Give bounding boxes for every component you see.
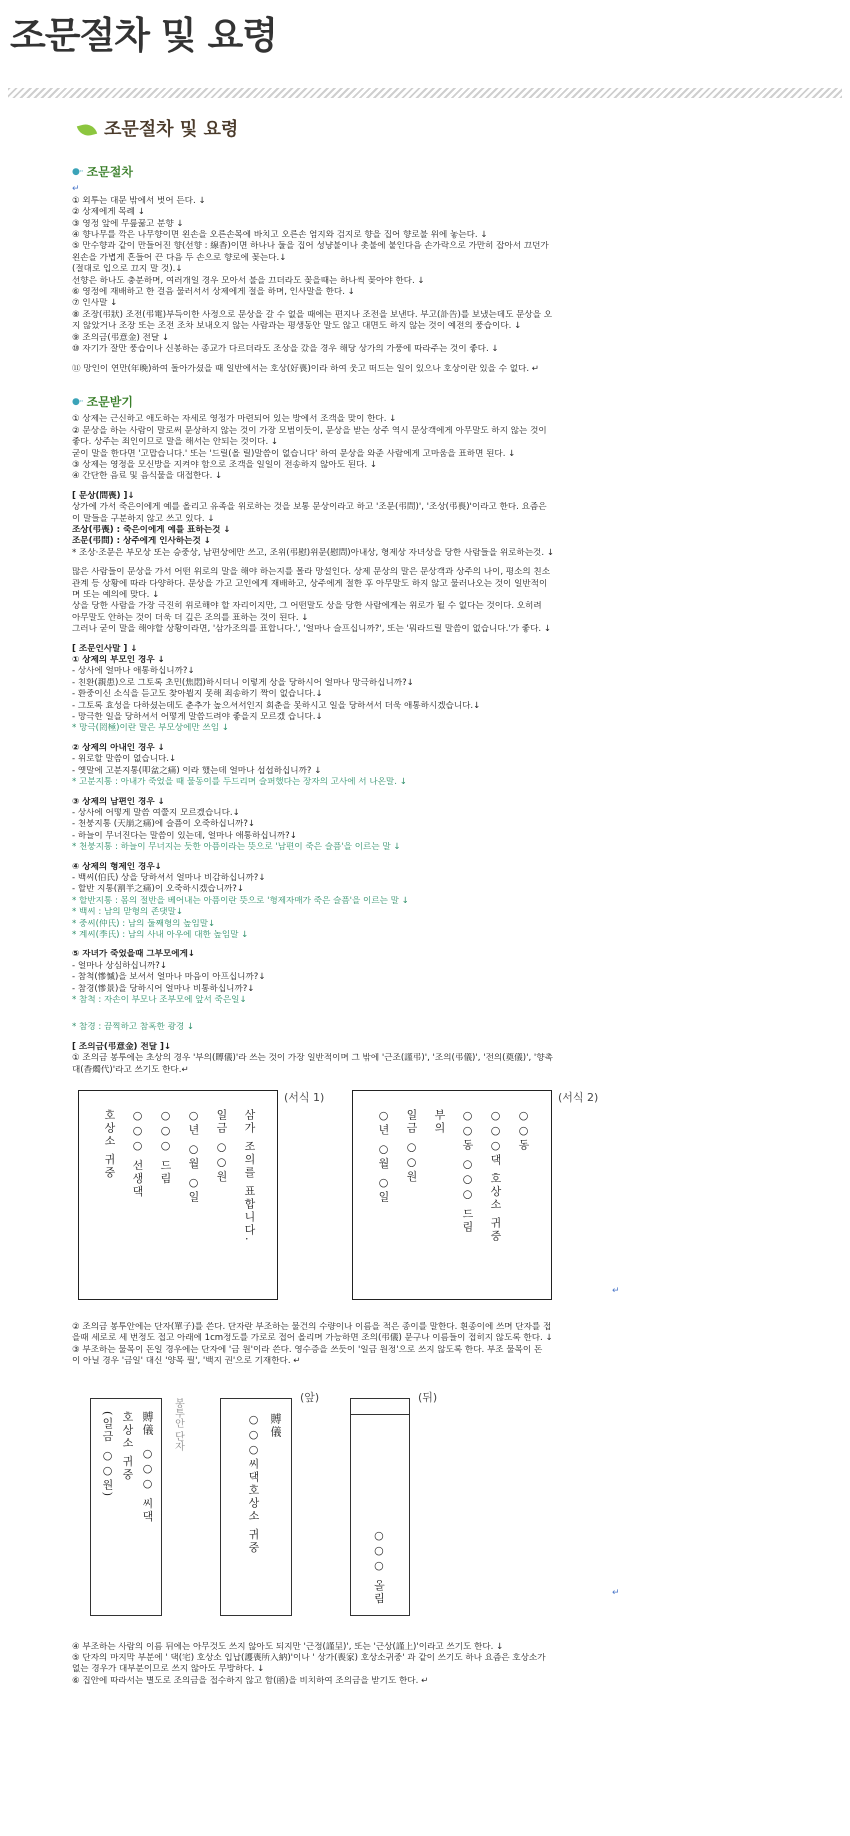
case-note: * 중씨(仲氏) : 남의 둘째형의 높임말↓ xyxy=(72,918,216,929)
list-item: - 참척(慘慽)을 보셔서 얼마나 마음이 아프십니까?↓ xyxy=(72,972,266,983)
definition-josang: 조상(弔喪) : 죽은이에게 예를 표하는것 ↓ xyxy=(72,524,231,535)
case-note: * 고분지통 : 아내가 죽었을 때 물동이를 두드리며 슬퍼했다는 장자의 고사에 서 나온말. ↓ xyxy=(72,777,407,788)
back-label: (뒤) xyxy=(418,1390,438,1404)
spacer xyxy=(72,789,672,797)
receiving-list xyxy=(72,414,672,1076)
case-note: * 할반지통 : 몸의 절반을 베어내는 아픔이란 뜻으로 '형제자매가 죽은 슬픔'을 이르는 말 ↓ xyxy=(72,895,409,906)
list-item: - 친환(親患)으로 그토록 초민(焦悶)하시더니 이렇게 상을 당하시어 얼마나 망극하십니까?↓ xyxy=(72,677,414,688)
list-item: ⑦ 인사말 ↓ xyxy=(72,298,118,309)
final-text xyxy=(72,1642,672,1688)
list-item: ③ 상제는 영정을 모신방을 지켜야 함으로 조객을 일일이 전송하지 않아도 된다. ↓ xyxy=(72,459,378,470)
front-column: 賻儀 xyxy=(269,1412,282,1439)
slip-column: 호상소 귀중 xyxy=(121,1410,134,1482)
spacer xyxy=(72,356,672,364)
form-2-column: ○년 ○월 ○일 xyxy=(377,1109,390,1205)
list-item: - 환중이신 소식을 듣고도 찾아뵙지 못해 죄송하기 짝이 없습니다.↓ xyxy=(72,689,323,700)
list-item: 며 또는 예의에 맞다. ↓ xyxy=(72,590,160,600)
form-2-column: ○○○댁 호상소 귀중 xyxy=(489,1109,502,1244)
form-1-column: ○○○ 드림 xyxy=(159,1109,172,1186)
spacer xyxy=(72,1006,672,1014)
list-item: - 옛말에 고분지통(叩盆之痛) 이라 했는데 얼마나 섭섭하십니까? ↓ xyxy=(72,765,322,776)
document-body xyxy=(72,115,672,1687)
list-item: - 얼마나 상심하십니까?↓ xyxy=(72,960,168,971)
form-1-column: ○○○ 선생댁 xyxy=(131,1109,144,1199)
list-item: - 망극한 일을 당하셔서 어떻게 말씀드려야 좋을지 모르겠 습니다.↓ xyxy=(72,712,323,723)
list-item: (절대로 입으로 끄지 말 것).↓ xyxy=(72,264,183,275)
after-forms-text xyxy=(72,1322,672,1368)
bullet-dots-icon: ●·· xyxy=(72,167,83,177)
list-item: - 상사에 얼마나 애통하십니까?↓ xyxy=(72,666,195,677)
list-item: 관계 등 상황에 따라 다양하다. 문상을 가고 고인에게 재배하고, 상주에게 절한 후 아무말도 하지 않고 물러나오는 것이 일반적이 xyxy=(72,578,548,589)
list-item: ④ 부조하는 사람의 이름 뒤에는 아무것도 쓰지 않아도 되지만 '근정(謹呈)', 또는 '근상(謹上)'이라고 쓰기도 한다. ↓ xyxy=(72,1641,504,1652)
list-item: 없는 경우가 대부분이므로 쓰지 않아도 무방하다. ↓ xyxy=(72,1664,265,1675)
spacer xyxy=(72,559,672,567)
title-divider xyxy=(8,88,842,98)
document-heading-text: 조문절차 및 요령 xyxy=(104,119,239,141)
spacer xyxy=(72,854,672,862)
list-item: ⑤ 단자의 마지막 부분에 ' 댁(宅) 호상소 입납(護喪所入納)'이나 ' 상가(喪家) 호상소귀중' 과 같이 쓰기도 하나 요즘은 호상소가 xyxy=(72,1653,546,1664)
envelope-examples xyxy=(72,1388,672,1638)
list-item: ② 상제에게 목례 ↓ xyxy=(72,207,145,218)
list-item: ⑤ 만수향과 같이 만들어진 향(선향 : 線香)이면 하나나 둘을 집어 성냥불이나 촛불에 붙인다음 손가락으로 가만히 잡아서 끄던가 xyxy=(72,241,549,252)
block-title-gift: [ 조의금(弔意金) 전달 ]↓ xyxy=(72,1041,172,1052)
list-item: ① 조의금 봉투에는 초상의 경우 '부의(賻儀)'라 쓰는 것이 가장 일반적이며 그 밖에 '근조(謹弔)', '조의(弔儀)', '전의(奠儀)', '향촉 xyxy=(72,1053,553,1064)
case-title: ② 상제의 아내인 경우 ↓ xyxy=(72,742,165,753)
case-note: * 참척 : 자손이 부모나 조부모에 앞서 죽은일↓ xyxy=(72,995,247,1005)
list-item: - 그토록 효성을 다하셨는데도 춘추가 높으셔서인지 회춘을 못하시고 일을 당하셔서 더욱 애통하시겠습니다.↓ xyxy=(72,700,481,711)
list-item: ④ 간단한 음료 및 음식물을 대접한다. ↓ xyxy=(72,471,223,482)
list-item: 지 않았거나 조장 또는 조전 조차 보내오지 않는 사람과는 평생동안 말도 않고 대면도 하지 않는 것이 예전의 풍습이다. ↓ xyxy=(72,321,522,332)
list-item: ⑧ 조장(弔狀) 조전(弔電)부득이한 사정으로 문상을 갈 수 없을 때에는 편지나 조전을 보낸다. 부고(訃告)를 보냈는데도 문상을 오 xyxy=(72,309,553,320)
list-item: ① 외투는 대문 밖에서 벗어 든다. ↓ xyxy=(72,195,206,206)
spacer xyxy=(72,483,672,491)
list-item: ④ 향나무를 깍은 나무향이면 왼손을 오른손목에 바치고 오른손 엄지와 검지로 향을 집어 향로불 위에 놓는다. ↓ xyxy=(72,230,488,241)
form-2-box xyxy=(352,1090,552,1300)
form-2-column: 부의 xyxy=(433,1109,446,1136)
form-1-column: ○년 ○월 ○일 xyxy=(187,1109,200,1205)
note-line: * 조상·조문은 부모상 또는 승중상, 남편상에만 쓰고, 조위(弔慰)위문(慰問)아내상, 형제상 자녀상을 당한 사람들을 위로하는것. ↓ xyxy=(72,547,555,558)
list-item: ⑨ 조의금(弔意金) 전달 ↓ xyxy=(72,332,170,343)
form-2-column: ○○동 ○○○ 드림 xyxy=(461,1109,474,1235)
list-item: - 하늘이 무너진다는 말씀이 있는데, 얼마나 애통하십니까?↓ xyxy=(72,830,297,841)
section-title-text: 조문받기 xyxy=(86,394,133,409)
case-title: ③ 상제의 남편인 경우 ↓ xyxy=(72,796,165,807)
form-1-column: 일금 ○○원 xyxy=(215,1109,228,1184)
page-title: 조문절차 및 요령 xyxy=(10,14,277,57)
leaf-icon xyxy=(77,122,97,138)
list-item: 이 말들을 구분하지 않고 쓰고 있다. ↓ xyxy=(72,513,215,524)
spacer xyxy=(72,941,672,949)
case-title: ④ 상제의 형제인 경우↓ xyxy=(72,861,162,872)
case-note: * 망극(罔極)이란 말은 부모상에만 쓰임 ↓ xyxy=(72,723,229,734)
list-item: - 천붕지통 (天崩之痛)에 슬픔이 오죽하십니까?↓ xyxy=(72,819,256,830)
return-mark-icon: ↵ xyxy=(612,1587,620,1598)
list-item: ① 상제는 근신하고 애도하는 자세로 영정가 마련되어 있는 방에서 조객을 맞이 한다. ↓ xyxy=(72,414,397,425)
list-item: - 백씨(伯氏) 상을 당하셔서 얼마나 비감하십니까?↓ xyxy=(72,872,266,883)
envelope-inner-slip xyxy=(90,1398,162,1616)
slip-column: (일금 ○○원) xyxy=(101,1410,114,1498)
case-title: ⑤ 자녀가 죽었을때 그부모에게↓ xyxy=(72,949,196,960)
form-1-label: (서식 1) xyxy=(284,1091,325,1105)
list-item: ③ 영정 앞에 무릎꿇고 분향 ↓ xyxy=(72,218,184,229)
list-item: 굳이 말을 한다면 '고맙습니다.' 또는 '드릴(올 릴)말씀이 없습니다' 하여 문상을 와준 사람에게 고마움을 표하면 된다. ↓ xyxy=(72,448,516,459)
slip-side-label: 봉투안 단자 xyxy=(172,1397,184,1451)
list-item: 선향은 하나도 충분하며, 여러개일 경우 모아서 불을 끄더라도 꽂을때는 하나씩 꽂아야 한다. ↓ xyxy=(72,275,425,286)
return-mark-icon: ↵ xyxy=(612,1286,620,1297)
envelope-front xyxy=(220,1398,292,1616)
list-item: - 할반 지통(割半之痛)이 오죽하시겠습니까?↓ xyxy=(72,884,245,895)
condolence-forms xyxy=(72,1090,672,1322)
definition-jomun: 조문(弔問) : 상주에게 인사하는것 ↓ xyxy=(72,536,211,547)
front-column: ○○○씨댁호상소 귀중 xyxy=(247,1412,260,1555)
front-label: (앞) xyxy=(300,1390,320,1404)
envelope-flap xyxy=(351,1399,409,1415)
list-item: ② 조의금 봉투안에는 단자(單子)를 쓴다. 단자란 부조하는 물건의 수량이나 이름을 적은 종이를 말한다. 흰종이에 쓰며 단자를 접 xyxy=(72,1322,552,1333)
form-1-column: 삼가 조의를 표합니다. xyxy=(243,1109,256,1243)
envelope-back xyxy=(350,1398,410,1616)
list-item: - 위로할 말씀이 없습니다.↓ xyxy=(72,754,177,765)
block-title-words: [ 조문인사말 ] ↓ xyxy=(72,643,138,654)
spacer xyxy=(72,1014,672,1022)
spacer xyxy=(72,735,672,743)
list-item: 그러나 굳이 말을 해야할 상황이라면, '삼가조의를 표합니다.', '얼마나 슬프십니까?', 또는 '뭐라드릴 말씀이 없습니다.'가 좋다. ↓ xyxy=(72,624,552,635)
back-column: ○○○ 올림 xyxy=(372,1528,386,1606)
section-title-receiving xyxy=(72,394,672,409)
list-item: 상을 당한 사람을 가장 극진히 위로해야 할 자리이지만, 그 어떤말도 상을 당한 사람에게는 위로가 될 수 없다는 것이다. 오히려 xyxy=(72,601,542,612)
list-item: 많은 사람들이 문상을 가서 어떤 위로의 말을 해야 하는지를 몰라 망설인다. 상제 문상의 말은 문상객과 상주의 나이, 평소의 친소 xyxy=(72,567,551,578)
section-title-text: 조문절차 xyxy=(86,165,133,179)
list-item: 왼손을 가볍게 흔들어 끈 다음 두 손으로 향로에 꽂는다.↓ xyxy=(72,252,287,263)
list-item: - 참경(慘景)을 당하시어 얼마나 비통하십니까?↓ xyxy=(72,983,255,994)
list-item: 아무말도 안하는 것이 더욱 더 깊은 조의를 표하는 것이 된다. ↓ xyxy=(72,612,309,623)
list-item: 좋다. 상주는 죄인이므로 말을 해서는 안되는 것이다. ↓ xyxy=(72,437,279,448)
procedure-list xyxy=(72,184,672,375)
list-item: ③ 부조하는 물목이 돈일 경우에는 단자에 '금 원'이라 쓴다. 영수증을 쓰듯이 '일금 원정'으로 쓰지 않도록 한다. 부조 물목이 돈 xyxy=(72,1344,543,1355)
form-2-column: ○○동 xyxy=(517,1109,530,1153)
cham-note: * 참경 : 끔찍하고 참혹한 광경 ↓ xyxy=(72,1022,195,1033)
return-mark-icon: ↵ xyxy=(72,184,80,195)
case-note: * 천붕지통 : 하늘이 무너지는 듯한 아픔이라는 뜻으로 '남편이 죽은 슬픔'을 이르는 말 ↓ xyxy=(72,842,401,853)
list-item: ⑩ 자기가 잘만 풍습이나 신봉하는 종교가 다르더라도 조상을 갔을 경우 해당 상가의 가풍에 따라주는 것이 좋다. ↓ xyxy=(72,344,499,355)
form-2-label: (서식 2) xyxy=(558,1091,599,1105)
list-item: - 상사에 어떻게 말씀 여쭐지 모르겠습니다.↓ xyxy=(72,807,240,818)
form-1-column: 호상소 귀중 xyxy=(103,1109,116,1180)
form-2-column: 일금 ○○원 xyxy=(405,1109,418,1184)
list-item: ⑪ 망인이 연만(年晩)하여 돌아가셨을 때 일반에서는 호상(好喪)이라 하여 웃고 떠드는 일이 있으나 호상이란 있을 수 없다. ↵ xyxy=(72,363,539,374)
slip-column: 賻儀 xyxy=(141,1410,154,1437)
list-item: ⑥ 집안에 따라서는 별도로 조의금을 접수하지 않고 함(函)을 비치하여 조의금을 받기도 한다. ↵ xyxy=(72,1675,429,1686)
block-title-mourning: [ 문상(問喪) ]↓ xyxy=(72,490,135,501)
slip-column: ○○○ 씨댁 xyxy=(141,1446,154,1524)
document-heading xyxy=(78,115,672,145)
case-title: ① 상제의 부모인 경우 ↓ xyxy=(72,655,165,666)
list-item: ② 문상을 하는 사람이 말로써 문상하지 않는 것이 가장 모범이듯이, 문상을 받는 상주 역시 문상객에게 아무말도 하지 않는 것이 xyxy=(72,425,547,436)
case-note: * 백씨 : 남의 맏형의 존댓말↓ xyxy=(72,907,184,918)
list-item: 이 아닐 경우 '금일' 대신 '양목 필', '백지 권'으로 기재한다. ↵ xyxy=(72,1356,301,1367)
spacer xyxy=(72,1034,672,1042)
form-1-box xyxy=(78,1090,278,1300)
spacer xyxy=(72,636,672,644)
bullet-dots-icon: ●·· xyxy=(72,396,83,407)
case-note: * 계씨(季氏) : 남의 사내 아우에 대한 높임말 ↓ xyxy=(72,929,249,940)
list-item: 대(香燭代)'라고 쓰기도 한다.↵ xyxy=(72,1064,189,1075)
section-title-procedure xyxy=(72,167,672,178)
list-item: 상가에 가서 죽은이에게 예를 올리고 유족을 위로하는 것을 보통 문상이라고 하고 '조문(弔問)', '조상(弔喪)'이라고 한다. 요즘은 xyxy=(72,502,547,513)
list-item: 을때 세로로 세 번정도 접고 아래에 1cm정도를 가로로 접어 올리며 가능하면 조의(弔儀) 문구나 이름들이 접히지 않도록 한다. ↓ xyxy=(72,1333,553,1344)
list-item: ⑥ 영정에 재배하고 한 걸음 물러서서 상제에게 절을 하며, 인사말을 한다. ↓ xyxy=(72,287,355,298)
